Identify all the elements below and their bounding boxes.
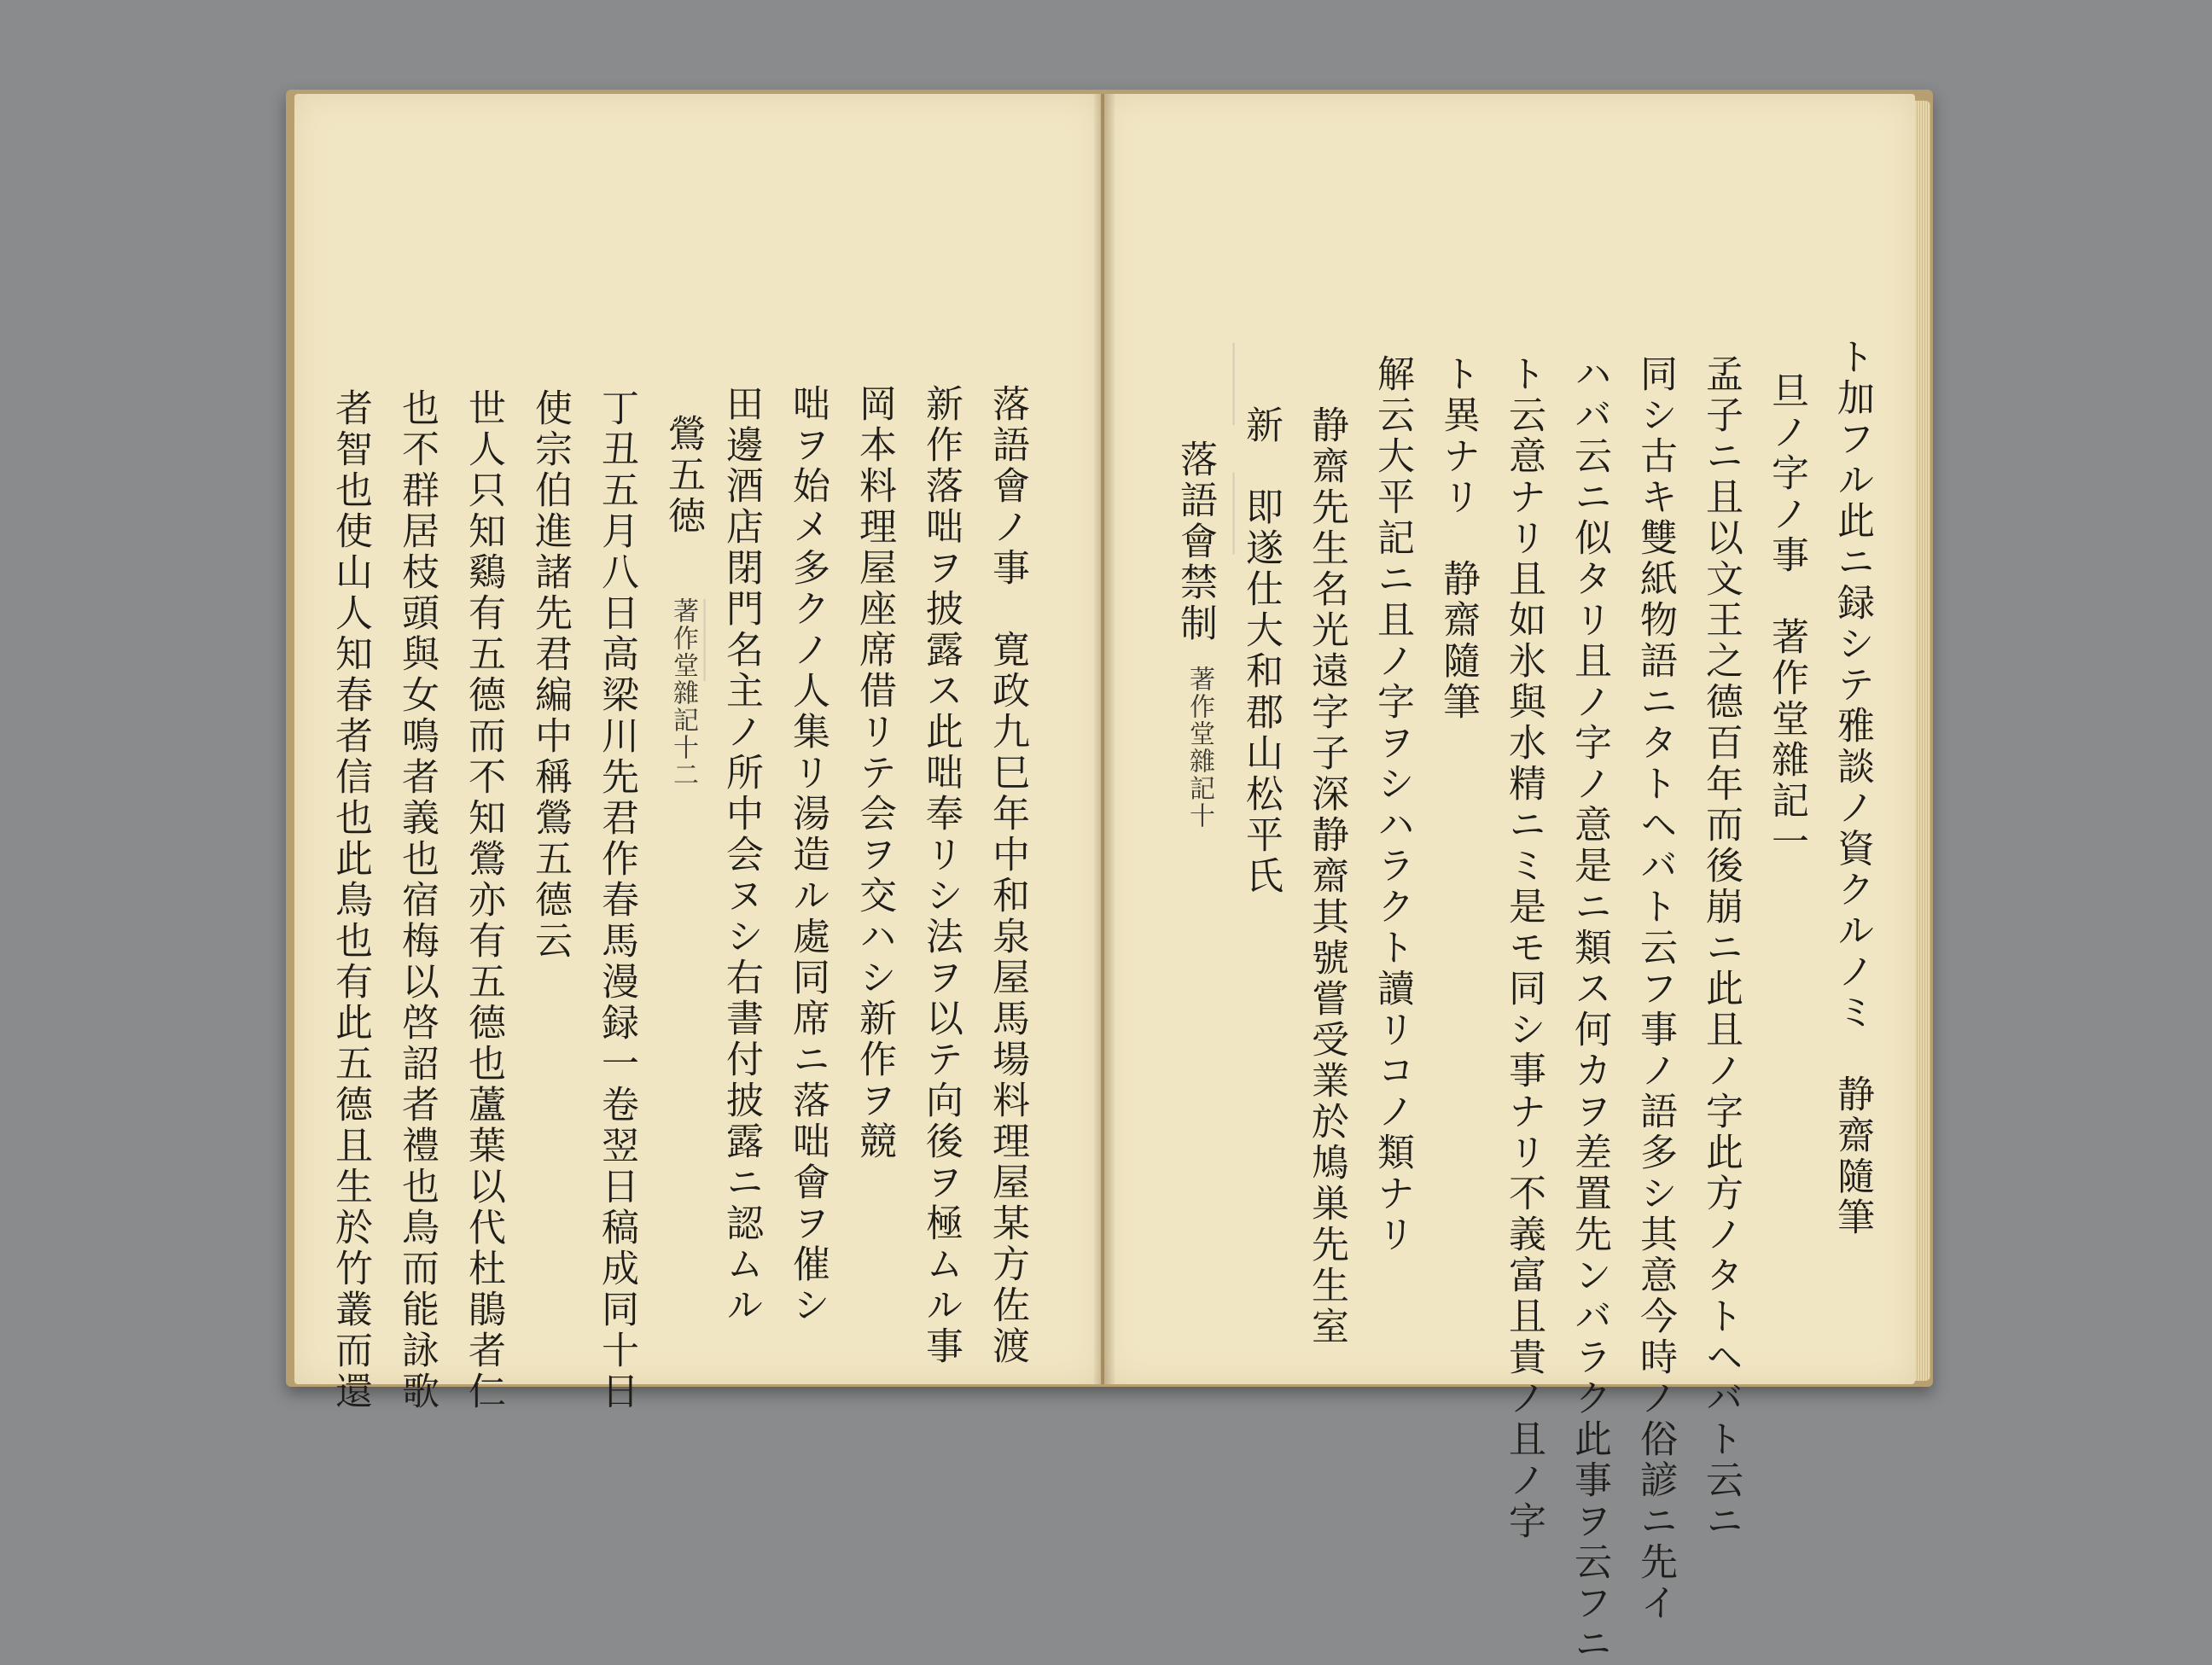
text-column: 者智也使山人知春者信也此鳥也有此五德且生於竹叢而還 (329, 388, 372, 1412)
text-column: ト云意ナリ且如氷與水精ニミ是モ同シ事ナリ不義富且貴ノ且ノ字 (1502, 354, 1545, 1542)
book-gutter (1094, 94, 1115, 1384)
bleed-through-mark: ⸻ ⸻ (1216, 341, 1255, 562)
section-heading: 鶯五徳 (661, 414, 705, 537)
page-edges (1915, 101, 1930, 1381)
text-column: 静齋先生名光遠字子深静齋其號嘗受業於鳩巣先生室 (1305, 405, 1348, 1348)
text-column: 岡本料理屋座席借リテ会ヲ交ハシ新作ヲ競 (853, 384, 896, 1162)
text-column: 孟子ニ且以文王之德百年而後崩ニ此且ノ字此方ノタトヘバト云ニ (1699, 354, 1743, 1542)
text-column: 新 即遂仕大和郡山松平氏 (1239, 405, 1283, 897)
section-heading: 落語會禁制 (1173, 440, 1217, 644)
source-note: 著作堂雜記十二 (668, 597, 698, 789)
text-column: 也不群居枝頭與女鳴者義也宿梅以啓詔者禮也鳥而能詠歌 (395, 388, 439, 1412)
text-column: 咄ヲ始メ多クノ人集リ湯造ル處同席ニ落咄會ヲ催シ (786, 384, 830, 1326)
bleed-through-mark: ⸻ (687, 597, 726, 688)
text-column: 解云大平記ニ且ノ字ヲシハラクト讀リコノ類ナリ (1371, 354, 1414, 1255)
text-column: 落語會ノ事 寛政九巳年中和泉屋馬場料理屋某方佐渡 (986, 384, 1029, 1367)
section-heading: 旦ノ字ノ事 著作堂雜記一 (1765, 371, 1808, 863)
text-column: 使宗伯進諸先君編中稱鶯五德云 (528, 388, 572, 962)
text-column: 田邊酒店閉門名主ノ所中会ヌシ右書付披露ニ認ムル (719, 384, 763, 1326)
text-column: 世人只知鷄有五德而不知鶯亦有五德也蘆葉以代杜鵑者仁 (462, 388, 505, 1412)
text-column: 同シ古キ雙紙物語ニタトヘバト云フ事ノ語多シ其意今時ノ俗諺ニ先イ (1633, 354, 1677, 1624)
text-column: ト異ナリ 静齋隨筆 (1436, 354, 1480, 723)
text-column: ハバ云ニ似タリ且ノ字ノ意是ニ類ス何カヲ差置先ンバラク此事ヲ云フニ (1568, 354, 1611, 1665)
text-column: 新作落咄ヲ披露ス此咄奉リシ法ヲ以テ向後ヲ極ムル事 (919, 384, 963, 1367)
source-note: 著作堂雜記十 (1185, 666, 1214, 830)
text-column: ト加フル此ニ録シテ雅談ノ資クルノミ 静齋隨筆 (1831, 337, 1874, 1238)
text-column: 丁丑五月八日高梁川先君作春馬漫録一卷翌日稿成同十日 (595, 388, 638, 1412)
